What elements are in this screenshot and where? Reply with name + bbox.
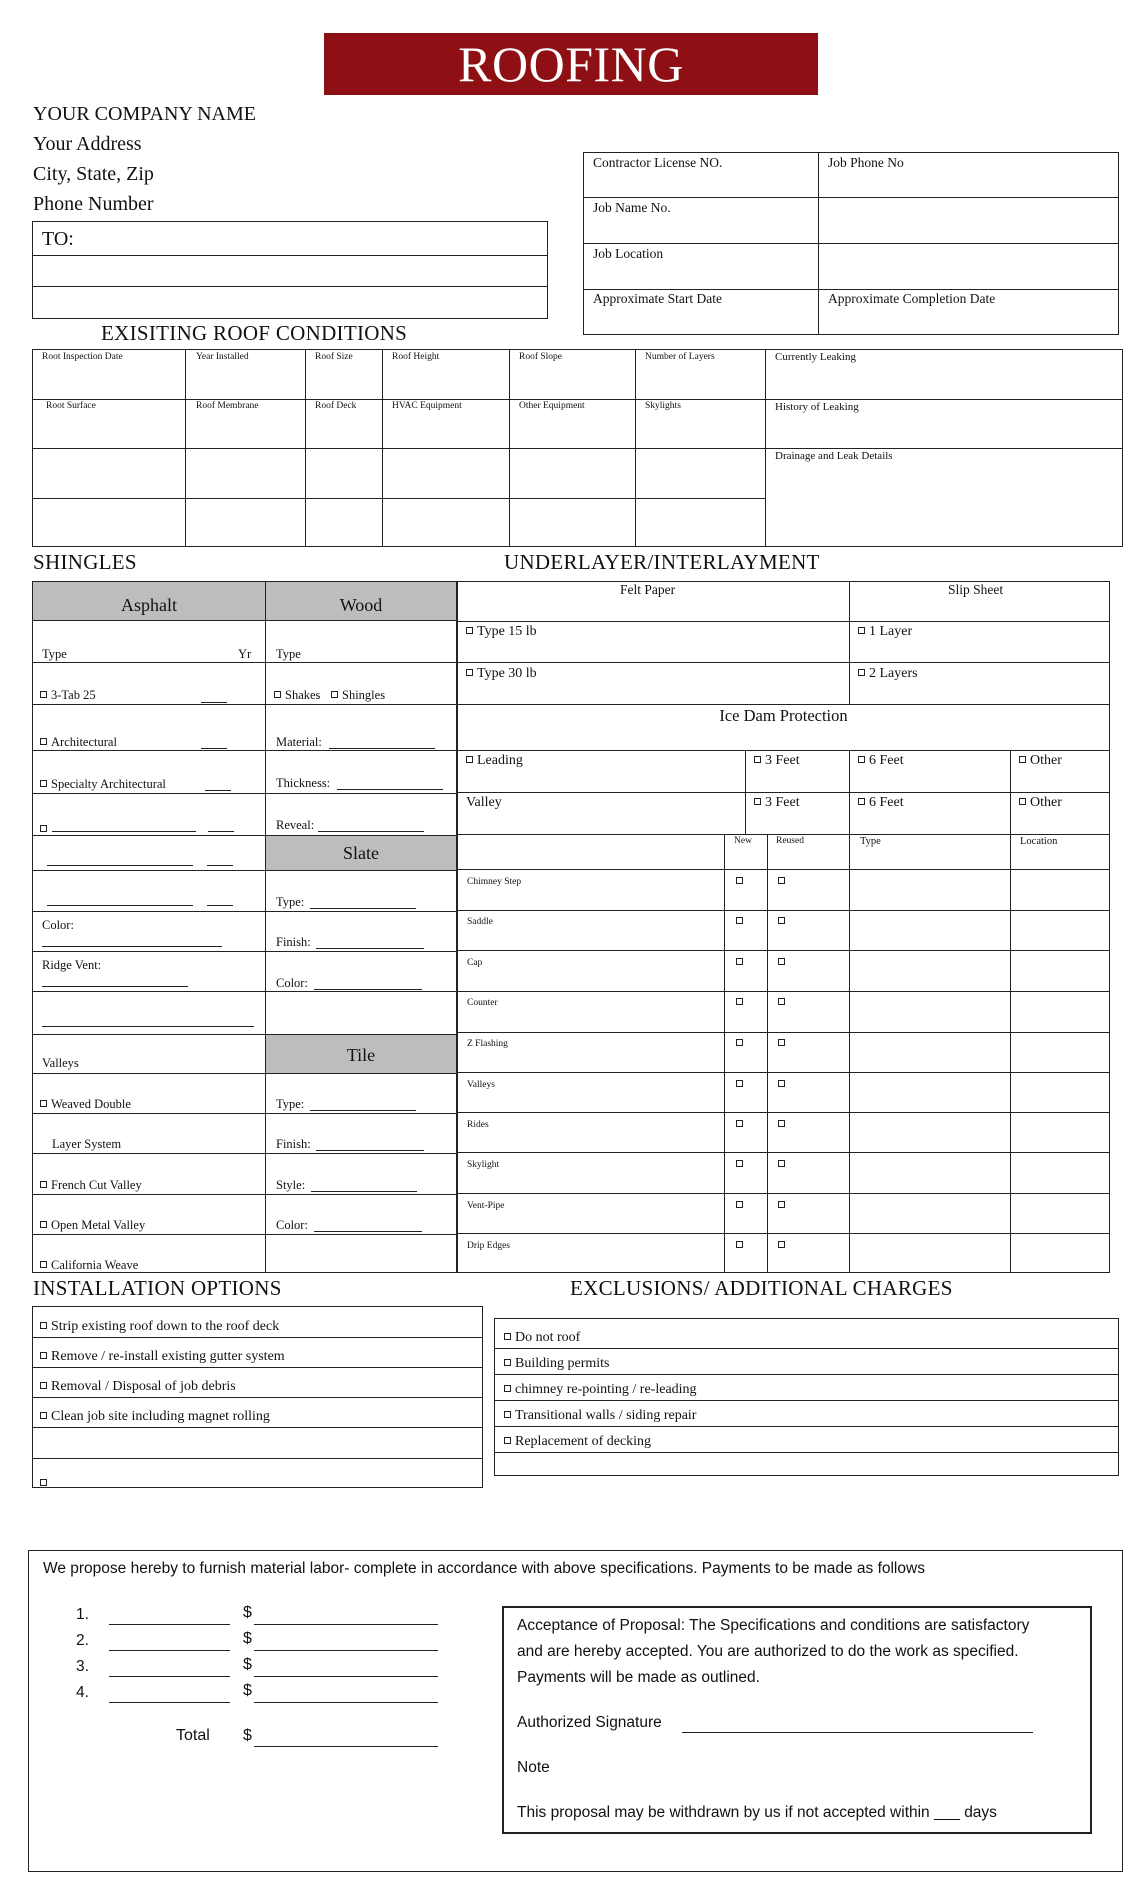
new-checkbox[interactable] [736, 1080, 743, 1087]
exclusion-option[interactable]: chimney re-pointing / re-leading [504, 1382, 697, 1398]
slate-finish-field[interactable] [316, 948, 424, 949]
material-label: Material: [276, 735, 322, 749]
underlayer-heading: UNDERLAYER/INTERLAYMENT [504, 550, 820, 574]
new-checkbox[interactable] [736, 1201, 743, 1208]
checkbox-icon[interactable] [504, 1359, 511, 1366]
leading-3-feet-option[interactable]: 3 Feet [754, 753, 800, 769]
signature-label: Authorized Signature [517, 1714, 662, 1731]
inspection-date-label: Root Inspection Date [42, 352, 123, 362]
reused-checkbox[interactable] [778, 917, 785, 924]
year-installed-label: Year Installed [196, 352, 249, 362]
acceptance-text-1: Acceptance of Proposal: The Specifications and conditions are satisfactory [517, 1617, 1030, 1634]
new-checkbox[interactable] [736, 877, 743, 884]
reused-checkbox[interactable] [778, 998, 785, 1005]
leading-6-feet-option[interactable]: 6 Feet [858, 753, 904, 769]
payment-line[interactable] [109, 1650, 230, 1651]
checkbox-icon[interactable] [40, 1382, 47, 1389]
dollar-sign: $ [243, 1682, 252, 1699]
architectural-option[interactable]: Architectural [40, 735, 117, 749]
wood-header: Wood [339, 595, 383, 615]
extra-field[interactable] [42, 1026, 254, 1027]
one-layer-option[interactable]: 1 Layer [858, 624, 912, 640]
to-line-1[interactable] [34, 258, 546, 284]
reused-checkbox[interactable] [778, 958, 785, 965]
thickness-field[interactable] [337, 789, 443, 790]
checkbox-icon[interactable] [40, 1352, 47, 1359]
checkbox-icon[interactable] [504, 1437, 511, 1444]
french-cut-option[interactable]: French Cut Valley [40, 1178, 142, 1192]
company-name: YOUR COMPANY NAME [33, 103, 256, 125]
checkbox-icon[interactable] [40, 1479, 47, 1486]
open-metal-option[interactable]: Open Metal Valley [40, 1218, 145, 1232]
checkbox-icon[interactable] [466, 756, 473, 763]
note-label: Note [517, 1759, 550, 1776]
dollar-sign: $ [243, 1630, 252, 1647]
total-dollar-sign: $ [243, 1727, 252, 1744]
payment-number: 4. [76, 1684, 89, 1701]
checkbox-icon[interactable] [858, 627, 865, 634]
payment-line[interactable] [109, 1676, 230, 1677]
asphalt-yr-label: Yr [238, 647, 252, 661]
flashing-item: Vent-Pipe [467, 1201, 505, 1211]
signature-line[interactable] [682, 1732, 1033, 1733]
company-phone: Phone Number [33, 193, 154, 215]
asphalt-type-label: Type [42, 647, 67, 661]
checkbox-icon[interactable] [504, 1411, 511, 1418]
to-line-2[interactable] [34, 289, 546, 316]
checkbox-icon[interactable] [858, 756, 865, 763]
reused-column-header: Reused [776, 836, 804, 846]
roof-membrane-label: Roof Membrane [196, 401, 259, 411]
custom-asphalt-option[interactable] [40, 820, 50, 834]
slate-finish-label: Finish: [276, 935, 311, 949]
tile-header: Tile [346, 1045, 376, 1065]
thickness-label: Thickness: [276, 776, 331, 790]
valley-3-feet-option[interactable]: 3 Feet [754, 795, 800, 811]
dollar-sign: $ [243, 1656, 252, 1673]
existing-conditions-heading: EXISITING ROOF CONDITIONS [101, 321, 408, 345]
drainage-details-label: Drainage and Leak Details [775, 450, 893, 462]
location-column-header: Location [1020, 836, 1058, 847]
hvac-equipment-label: HVAC Equipment [392, 401, 462, 411]
checkbox-icon[interactable] [754, 798, 761, 805]
reused-checkbox[interactable] [778, 1120, 785, 1127]
job-location-field[interactable]: Job Location [593, 246, 664, 261]
number-of-layers-label: Number of Layers [645, 352, 715, 362]
new-checkbox[interactable] [736, 1039, 743, 1046]
ridge-vent-label: Ridge Vent: [42, 958, 102, 972]
withdraw-text: This proposal may be withdrawn by us if not accepted within ___ days [517, 1804, 997, 1821]
checkbox-icon[interactable] [504, 1385, 511, 1392]
flashing-item: Rides [467, 1120, 489, 1130]
reused-checkbox[interactable] [778, 1080, 785, 1087]
checkbox-icon[interactable] [466, 669, 473, 676]
checkbox-icon[interactable] [858, 669, 865, 676]
tile-type-field[interactable] [310, 1110, 416, 1111]
valley-label: Valley [466, 795, 502, 810]
type-15-option[interactable]: Type 15 lb [466, 624, 537, 640]
new-checkbox[interactable] [736, 998, 743, 1005]
checkbox-icon[interactable] [40, 825, 47, 832]
type-column-header: Type [860, 836, 881, 847]
flashing-item: Saddle [467, 917, 493, 927]
currently-leaking-label: Currently Leaking [775, 351, 856, 363]
new-checkbox[interactable] [736, 1241, 743, 1248]
installation-option[interactable]: Clean job site including magnet rolling [40, 1409, 270, 1425]
new-checkbox[interactable] [736, 1120, 743, 1127]
company-address: Your Address [33, 133, 142, 155]
tile-style-field[interactable] [311, 1191, 417, 1192]
ridge-vent-field[interactable] [42, 986, 188, 987]
reveal-label: Reveal: [276, 818, 315, 832]
page-title: ROOFING PROPOSAL [324, 33, 818, 95]
checkbox-icon[interactable] [1019, 756, 1026, 763]
roof-deck-label: Roof Deck [315, 401, 357, 411]
asphalt-color-label: Color: [42, 918, 74, 932]
valley-6-feet-option[interactable]: 6 Feet [858, 795, 904, 811]
reveal-field[interactable] [318, 831, 424, 832]
payment-line[interactable] [109, 1702, 230, 1703]
total-line[interactable] [254, 1746, 438, 1747]
tile-type-label: Type: [276, 1097, 305, 1111]
flashing-item: Chimney Step [467, 877, 522, 887]
checkbox-icon[interactable] [40, 691, 47, 698]
days-blank[interactable]: ___ [934, 1804, 960, 1821]
checkbox-icon[interactable] [754, 756, 761, 763]
slip-sheet-header: Slip Sheet [948, 582, 1004, 597]
completion-date-field[interactable]: Approximate Completion Date [828, 291, 996, 306]
checkbox-icon[interactable] [40, 1221, 47, 1228]
payment-number: 1. [76, 1606, 89, 1623]
new-checkbox[interactable] [736, 1160, 743, 1167]
exclusion-option[interactable]: Transitional walls / siding repair [504, 1408, 696, 1424]
amount-line[interactable] [254, 1676, 438, 1677]
tile-color-label: Color: [276, 1218, 308, 1232]
job-name-field[interactable]: Job Name No. [593, 200, 671, 215]
dollar-sign: $ [243, 1604, 252, 1621]
shingles-option[interactable]: Shingles [331, 688, 385, 702]
installation-heading: INSTALLATION OPTIONS [33, 1276, 282, 1300]
other-equipment-label: Other Equipment [519, 401, 585, 411]
installation-option[interactable]: Removal / Disposal of job debris [40, 1379, 236, 1395]
valley-other-option[interactable]: Other [1019, 795, 1062, 811]
underlayer-table [457, 581, 1110, 1273]
slate-type-field[interactable] [310, 908, 416, 909]
checkbox-icon[interactable] [858, 798, 865, 805]
flashing-item: Z Flashing [467, 1039, 508, 1049]
checkbox-icon[interactable] [466, 627, 473, 634]
checkbox-icon[interactable] [40, 780, 47, 787]
reused-checkbox[interactable] [778, 1039, 785, 1046]
new-checkbox[interactable] [736, 958, 743, 965]
specialty-architectural-option[interactable]: Specialty Architectural [40, 777, 166, 791]
valleys-label: Valleys [42, 1056, 79, 1070]
acceptance-text-2: and are hereby accepted. You are authorized to do the work as specified. [517, 1643, 1019, 1660]
amount-line[interactable] [254, 1702, 438, 1703]
checkbox-icon[interactable] [40, 1322, 47, 1329]
exclusions-heading: EXCLUSIONS/ ADDITIONAL CHARGES [570, 1276, 953, 1300]
two-layers-option[interactable]: 2 Layers [858, 666, 918, 682]
three-tab-option[interactable]: 3-Tab 25 [40, 688, 96, 702]
exclusion-option[interactable]: Building permits [504, 1356, 610, 1372]
new-column-header: New [734, 836, 752, 846]
flashing-item: Drip Edges [467, 1241, 511, 1251]
installation-option[interactable]: Remove / re-install existing gutter system [40, 1349, 285, 1365]
tile-finish-label: Finish: [276, 1137, 311, 1151]
shingles-table [32, 581, 457, 1273]
history-of-leaking-label: History of Leaking [775, 401, 859, 413]
flashing-item: Counter [467, 998, 498, 1008]
asphalt-header: Asphalt [121, 595, 177, 615]
california-weave-option[interactable]: California Weave [40, 1258, 138, 1272]
flashing-item: Cap [467, 958, 483, 968]
new-checkbox[interactable] [736, 917, 743, 924]
to-label: TO: [42, 228, 74, 250]
slate-type-label: Type: [276, 895, 305, 909]
checkbox-icon[interactable] [40, 738, 47, 745]
weaved-double-option[interactable]: Weaved Double [40, 1097, 131, 1111]
skylights-label: Skylights [645, 401, 681, 411]
checkbox-icon[interactable] [40, 1261, 47, 1268]
slate-header: Slate [343, 843, 379, 863]
slate-color-label: Color: [276, 976, 308, 990]
checkbox-icon[interactable] [504, 1333, 511, 1340]
roof-height-label: Roof Height [392, 352, 440, 362]
roof-surface-label: Root Surface [46, 401, 96, 411]
reused-checkbox[interactable] [778, 1201, 785, 1208]
job-phone-field[interactable]: Job Phone No [828, 155, 904, 170]
exclusion-option[interactable]: Replacement of decking [504, 1434, 651, 1450]
total-label: Total [176, 1727, 210, 1744]
reused-checkbox[interactable] [778, 1241, 785, 1248]
payment-number: 3. [76, 1658, 89, 1675]
slate-color-field[interactable] [314, 989, 422, 990]
company-city: City, State, Zip [33, 163, 154, 185]
acceptance-text-3: Payments will be made as outlined. [517, 1669, 760, 1686]
contractor-license-field[interactable]: Contractor License NO. [593, 155, 723, 170]
shingles-heading: SHINGLES [33, 550, 137, 574]
start-date-field[interactable]: Approximate Start Date [593, 291, 722, 306]
layer-system-label: Layer System [52, 1137, 122, 1151]
amount-line[interactable] [254, 1650, 438, 1651]
leading-other-option[interactable]: Other [1019, 753, 1062, 769]
wood-type-label: Type [276, 647, 301, 661]
custom-installation-option[interactable] [40, 1474, 50, 1484]
payment-line[interactable] [109, 1624, 230, 1625]
roof-size-label: Roof Size [315, 352, 353, 362]
installation-option[interactable]: Strip existing roof down to the roof deck [40, 1319, 279, 1335]
shakes-option[interactable]: Shakes [274, 688, 320, 702]
checkbox-icon[interactable] [274, 691, 281, 698]
payment-intro: We propose hereby to furnish material labor- complete in accordance with above specifications. Payments to be made as follows [43, 1560, 925, 1577]
felt-paper-header: Felt Paper [620, 582, 676, 597]
amount-line[interactable] [254, 1624, 438, 1625]
reused-checkbox[interactable] [778, 1160, 785, 1167]
type-30-option[interactable]: Type 30 lb [466, 666, 537, 682]
tile-style-label: Style: [276, 1178, 306, 1192]
payment-number: 2. [76, 1632, 89, 1649]
checkbox-icon[interactable] [331, 691, 338, 698]
flashing-item: Skylight [467, 1160, 500, 1170]
material-field[interactable] [329, 748, 435, 749]
tile-color-field[interactable] [314, 1231, 422, 1232]
asphalt-color-field[interactable] [42, 946, 222, 947]
leading-option[interactable]: Leading [466, 753, 523, 769]
reused-checkbox[interactable] [778, 877, 785, 884]
checkbox-icon[interactable] [40, 1100, 47, 1107]
checkbox-icon[interactable] [40, 1412, 47, 1419]
checkbox-icon[interactable] [40, 1181, 47, 1188]
roof-slope-label: Roof Slope [519, 352, 563, 362]
tile-finish-field[interactable] [316, 1150, 424, 1151]
exclusion-option[interactable]: Do not roof [504, 1330, 580, 1346]
checkbox-icon[interactable] [1019, 798, 1026, 805]
ice-dam-header: Ice Dam Protection [719, 706, 848, 725]
flashing-item: Valleys [467, 1080, 495, 1090]
